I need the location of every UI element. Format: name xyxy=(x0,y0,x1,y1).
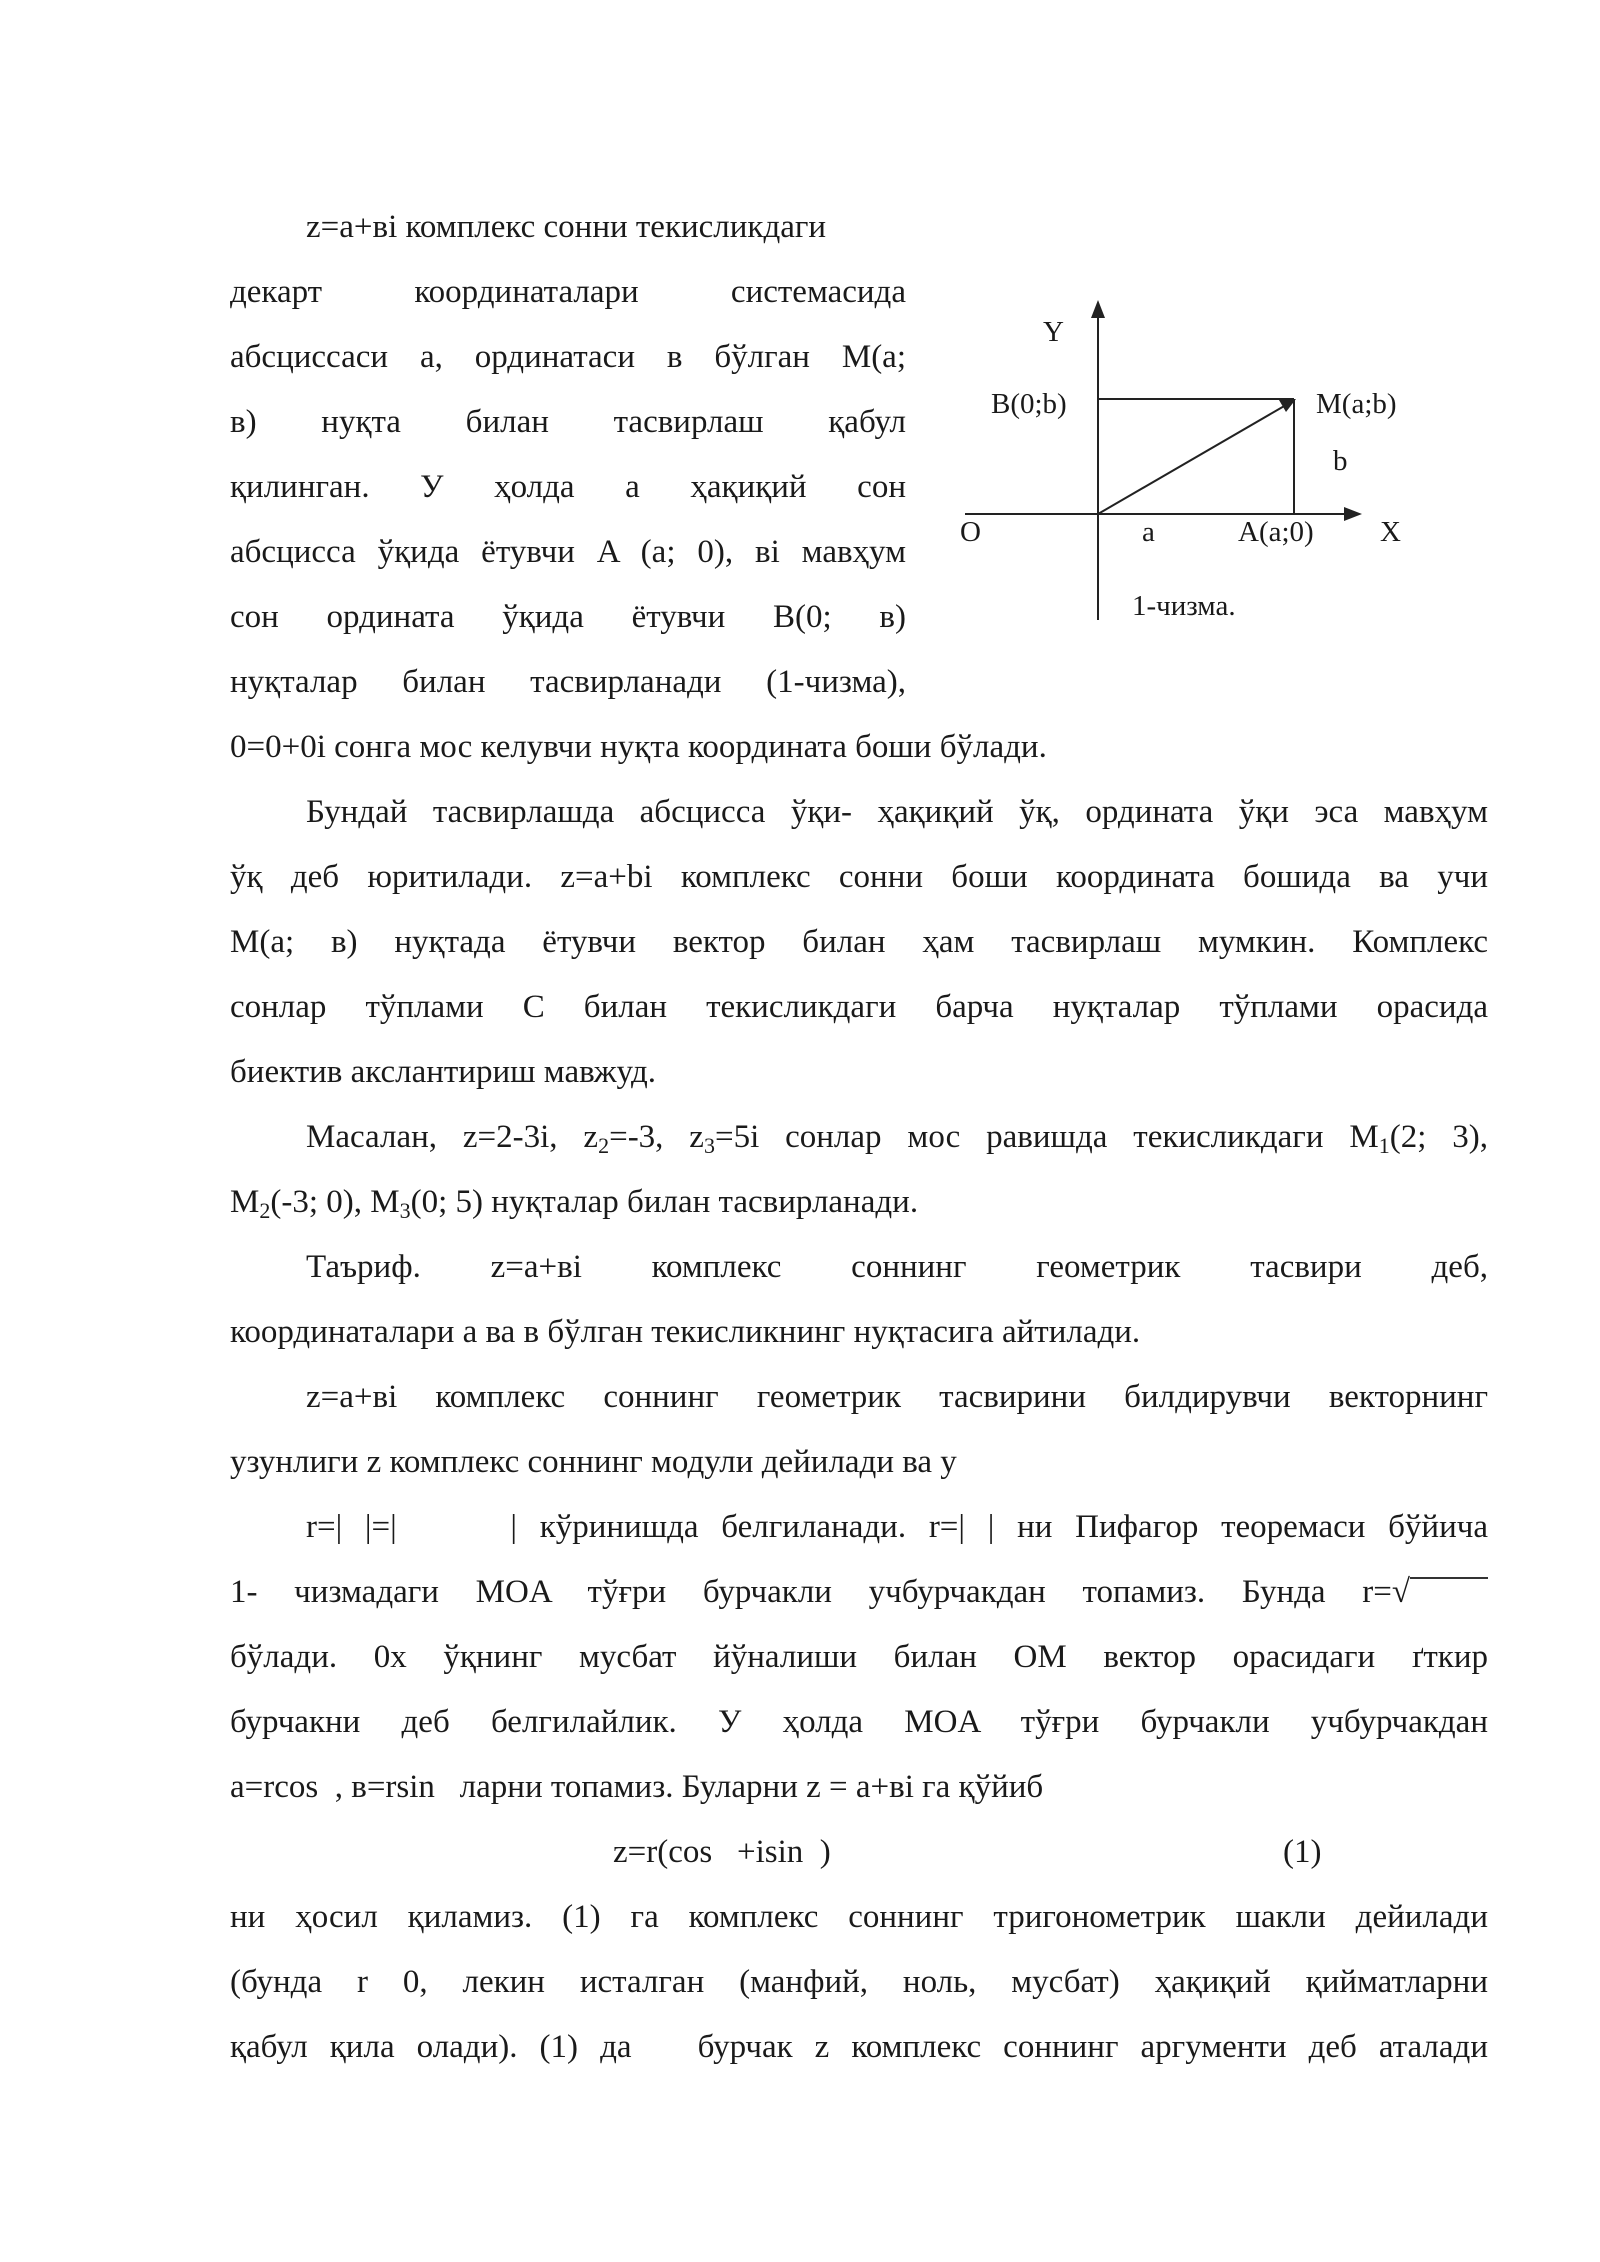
x-axis-label: X xyxy=(1380,516,1401,548)
point-b-label: B(0;b) xyxy=(991,388,1067,420)
text-line: z=a+вi комплекс сонни текисликдаги xyxy=(306,209,827,245)
text-line: абсцисса ўқида ётувчи A (a; 0), вi мавҳум xyxy=(230,534,906,570)
text-line: Таъриф. z=a+вi комплекс соннинг геометрик тасвири деб, xyxy=(306,1249,1488,1285)
text-line: z=a+вi комплекс соннинг геометрик тасвирини билдирувчи векторнинг xyxy=(306,1379,1488,1415)
text-line: ўқ деб юритилади. z=a+bi комплекс сонни боши координата бошида ва учи xyxy=(230,859,1488,895)
subscript: 3 xyxy=(399,1198,411,1223)
text-span: M xyxy=(230,1184,260,1220)
formula-text: z=r(cos +isin ) xyxy=(613,1834,831,1870)
text-line: биектив акслантириш мавжуд. xyxy=(230,1054,656,1090)
vector-om xyxy=(1098,405,1286,514)
text-line: 0=0+0i сонга мос келувчи нуқта координата боши бўлади. xyxy=(230,729,1047,765)
segment-a-label: a xyxy=(1142,516,1155,548)
text-line: узунлиги z комплекс соннинг модули дейилади ва у xyxy=(230,1444,957,1480)
text-line: (бунда r 0, лекин исталган (манфий, ноль, мусбат) ҳақиқий қийматларни xyxy=(230,1964,1488,2000)
x-axis-arrow xyxy=(1344,507,1362,521)
text-span: =-3, z xyxy=(609,1119,704,1155)
text-line: сонлар тўплами C билан текисликдаги барча нуқталар тўплами орасида xyxy=(230,989,1488,1025)
text-line: в) нуқта билан тасвирлаш қабул xyxy=(230,404,906,440)
segment-b-label: b xyxy=(1333,445,1348,477)
subscript: 1 xyxy=(1378,1133,1390,1158)
text-line: абсциссаси a, ординатаси в бўлган M(a; xyxy=(230,339,906,375)
coordinate-diagram xyxy=(0,0,1600,700)
point-a-label: A(a;0) xyxy=(1238,516,1314,548)
y-axis-label: Y xyxy=(1043,316,1064,348)
sqrt-overline xyxy=(1410,1577,1488,1579)
figure-caption: 1-чизма. xyxy=(1132,590,1236,622)
text-line: Бундай тасвирлашда абсцисса ўқи- ҳақиқий ўқ, ордината ўқи эса мавҳум xyxy=(306,794,1488,830)
text-line xyxy=(306,1117,1488,1157)
text-line: сон ордината ўқида ётувчи B(0; в) xyxy=(230,599,906,635)
text-line: M(a; в) нуқтада ётувчи вектор билан ҳам тасвирлаш мумкин. Комплекс xyxy=(230,924,1488,960)
text-line: бурчакни деб белгилайлик. У ҳолда MOA тўғри бурчакли учбурчакдан xyxy=(230,1704,1488,1740)
subscript: 2 xyxy=(259,1198,271,1223)
text-line: бўлади. 0x ўқнинг мусбат йўналиши билан OM вектор орасидаги ґткир xyxy=(230,1639,1488,1675)
text-line: қабул қила олади). (1) да бурчак z комплекс соннинг аргументи деб аталади xyxy=(230,2029,1488,2065)
origin-label: O xyxy=(960,516,981,548)
text-line: a=rcos , в=rsin ларни топамиз. Буларни z = a+вi га қўйиб xyxy=(230,1769,1044,1805)
text-span: =5i сонлар мос равишда текисликдаги M xyxy=(714,1119,1379,1155)
point-m-label: M(a;b) xyxy=(1316,388,1397,420)
text-span: (-3; 0), M xyxy=(270,1184,400,1220)
subscript: 3 xyxy=(703,1133,715,1158)
text-line: ни ҳосил қиламиз. (1) га комплекс соннинг тригонометрик шакли дейилади xyxy=(230,1899,1488,1935)
text-span: Масалан, z=2-3i, z xyxy=(306,1119,599,1155)
subscript: 2 xyxy=(598,1133,610,1158)
text-span: (2; 3), xyxy=(1389,1119,1488,1155)
text-line: r=| |=| | кўринишда белгиланади. r=| | ни Пифагор теоремаси бўйича xyxy=(306,1509,1488,1545)
text-line: нуқталар билан тасвирланади (1-чизма), xyxy=(230,664,906,700)
text-line: қилинган. У ҳолда a ҳақиқий сон xyxy=(230,469,906,505)
text-span: (0; 5) нуқталар билан тасвирланади. xyxy=(410,1184,919,1220)
formula-number: (1) xyxy=(1283,1834,1322,1870)
y-axis-arrow xyxy=(1091,300,1105,318)
text-line: 1- чизмадаги MOA тўғри бурчакли учбурчакдан топамиз. Бунда r=√ xyxy=(230,1574,1410,1610)
text-line: координаталари a ва в бўлган текисликнинг нуқтасига айтилади. xyxy=(230,1314,1141,1350)
text-line: декарт координаталари системасида xyxy=(230,274,906,310)
text-line xyxy=(230,1182,918,1222)
